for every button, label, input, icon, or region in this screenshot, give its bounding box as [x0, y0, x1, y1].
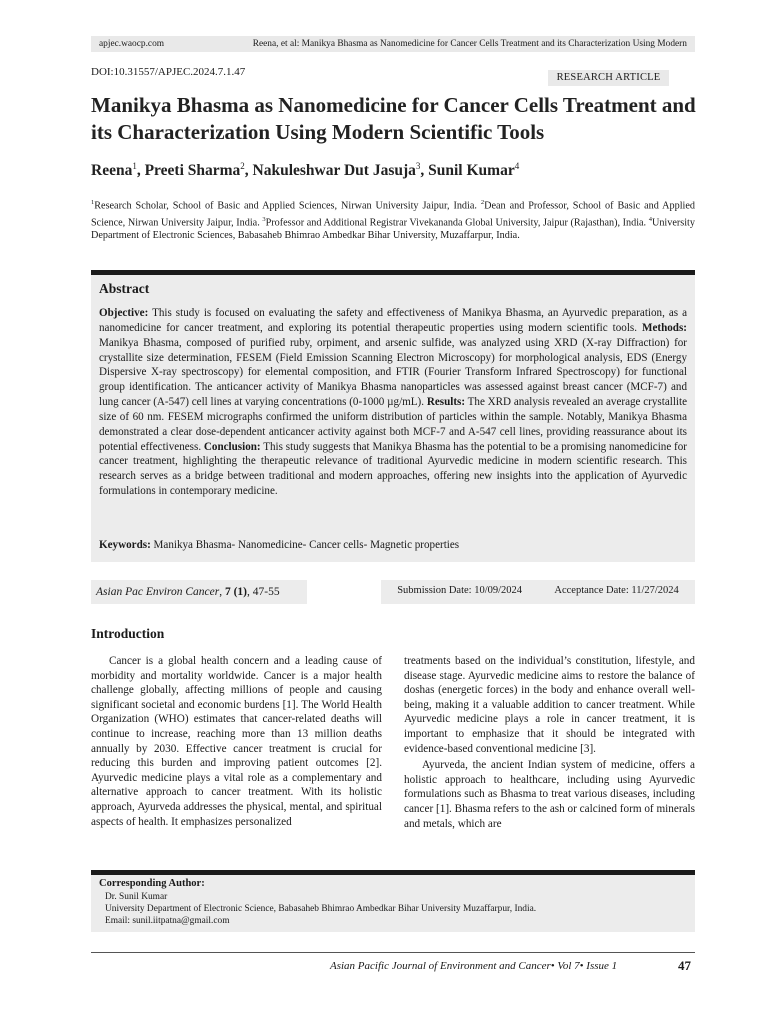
- abstract-box: [91, 270, 695, 562]
- doi: DOI:10.31557/APJEC.2024.7.1.47: [91, 66, 246, 78]
- article-type-badge: RESEARCH ARTICLE: [548, 70, 669, 86]
- author-list: [91, 161, 519, 180]
- affiliations: $^1$Research Scholar, School of Basic and Applied Sciences, Nirwan University Jaipur, India. $^2$Dean and Professor, School of Basic and Applied Science, Nirwan University Jaipur, India. $^3$Professor and Additional Registrar Vivekananda Global University, Jaipur (Rajasthan), India. $^4$University Department of Electronic Sciences, Babasaheb Bhimrao Ambedkar Bihar University, Muzaffarpur, India.: [91, 199, 695, 242]
- introduction-heading: Introduction: [91, 626, 165, 641]
- intro-paragraph: Cancer is a global health concern and a leading cause of morbidity and mortality worldwide. Cancer is a major health challenge globally, affecting millions of people and causing significant societal and economic burdens [1]. The World Health Organization (WHO) estimates that cancer-related deaths will continue to increase, reaching more than 13 million deaths annually by 2030. Effective cancer treatment is crucial for reducing this burden and improving patient outcomes [2]. Ayurvedic medicine plays a vital role as a complementary and alternative approach to cancer treatment. With its holistic approach, Ayurveda addresses the physical, mental, and spiritual aspects of health. It emphasizes personalized: [91, 655, 382, 828]
- running-header: [91, 36, 695, 52]
- intro-paragraph: treatments based on the individual’s constitution, lifestyle, and disease stage. Ayurvedic medicine aims to restore the balance of doshas (energetic forces) in the body and enhance overall well-being, making it a valuable addition to cancer treatment. While Ayurvedic medicine plays a role in cancer treatment, it is important to emphasize that it should be integrated with evidence-based conventional medicine [3].: [404, 655, 695, 755]
- corresponding-email: Email: sunil.iitpatna@gmail.com: [105, 916, 230, 926]
- footer-rule: [91, 952, 695, 953]
- paper-title: Manikya Bhasma as Nanomedicine for Cancer Cells Treatment and its Characterization Using Modern Scientific Tools: [91, 93, 696, 144]
- running-title: Reena, et al: Manikya Bhasma as Nanomedicine for Cancer Cells Treatment and its Characterization Using Modern: [252, 39, 687, 49]
- right-column: [404, 654, 695, 831]
- corresponding-heading: Corresponding Author:: [99, 878, 205, 889]
- author: Sunil Kumar$^4$: [428, 161, 520, 180]
- author: Nakuleshwar Dut Jasuja$^3$,: [252, 161, 429, 180]
- journal-site: apjec.waocp.com: [99, 39, 165, 49]
- abstract-body: Objective: This study is focused on evaluating the safety and effectiveness of Manikya Bhasma, an Ayurvedic preparation, as a nanomedicine for cancer treatment, and exploring its potential therapeutic properties using modern scientific tools. Methods: Manikya Bhasma, composed of purified ruby, orpiment, and arsenic sulfide, was analyzed using XRD (X-ray Diffraction) for crystallite size determination, FESEM (Field Emission Scanning Electron Microscopy) for morphological analysis, EDS (Energy Dispersive X-ray spectroscopy) for elemental composition, and FTIR (Fourier Transform Infrared Spectroscopy) for functional group identification. The anticancer activity of Manikya Bhasma nanoparticles was assessed against breast cancer (MCF-7) and lung cancer (A-547) cell lines at varying concentrations (0-1000 µg/mL). Results: The XRD analysis revealed an average crystallite size of 60 nm. FESEM micrographs confirmed the uniform distribution of particles within the sample. Notably, Manikya Bhasma demonstrated a clear dose-dependent anticancer activity against both MCF-7 and A-547 cell lines, providing reassurance about its potential effectiveness. Conclusion: This study suggests that Manikya Bhasma has the potential to be a promising nanomedicine for cancer treatment, highlighting the therapeutic relevance of traditional Ayurvedic medicine in modern scientific research. This research serves as a bridge between traditional and modern approaches, offering new insights into the application of Ayurvedic formulations in contemporary medicine.: [99, 307, 687, 498]
- corresponding-department: University Department of Electronic Science, Babasaheb Bhimrao Ambedkar Bihar University Muzaffarpur, India.: [105, 904, 537, 914]
- abstract-heading: Abstract: [99, 281, 150, 296]
- author: Preeti Sharma$^2$,: [144, 161, 253, 180]
- keywords: Keywords: Manikya Bhasma- Nanomedicine- Cancer cells- Magnetic properties: [99, 539, 460, 551]
- left-column: [91, 654, 382, 829]
- footer-journal: Asian Pacific Journal of Environment and Cancer• Vol 7• Issue 1: [330, 960, 618, 972]
- dates-box: [381, 580, 695, 604]
- corresponding-author-box: [91, 870, 695, 932]
- page-number: 47: [678, 958, 691, 973]
- intro-paragraph: Ayurveda, the ancient Indian system of medicine, offers a holistic approach to healthcare, including using Ayurvedic formulations such as Bhasma to treat various diseases, including cancer [1]. Bhasma refers to the ash or calcined form of minerals and metals, which are: [404, 759, 695, 830]
- citation-box: Asian Pac Environ Cancer, 7 (1), 47-55: [91, 580, 307, 604]
- submission-date: Submission Date: 10/09/2024: [397, 585, 523, 596]
- author: Reena$^1$,: [91, 161, 145, 180]
- corresponding-name: Dr. Sunil Kumar: [105, 892, 168, 902]
- acceptance-date: Acceptance Date: 11/27/2024: [554, 585, 679, 596]
